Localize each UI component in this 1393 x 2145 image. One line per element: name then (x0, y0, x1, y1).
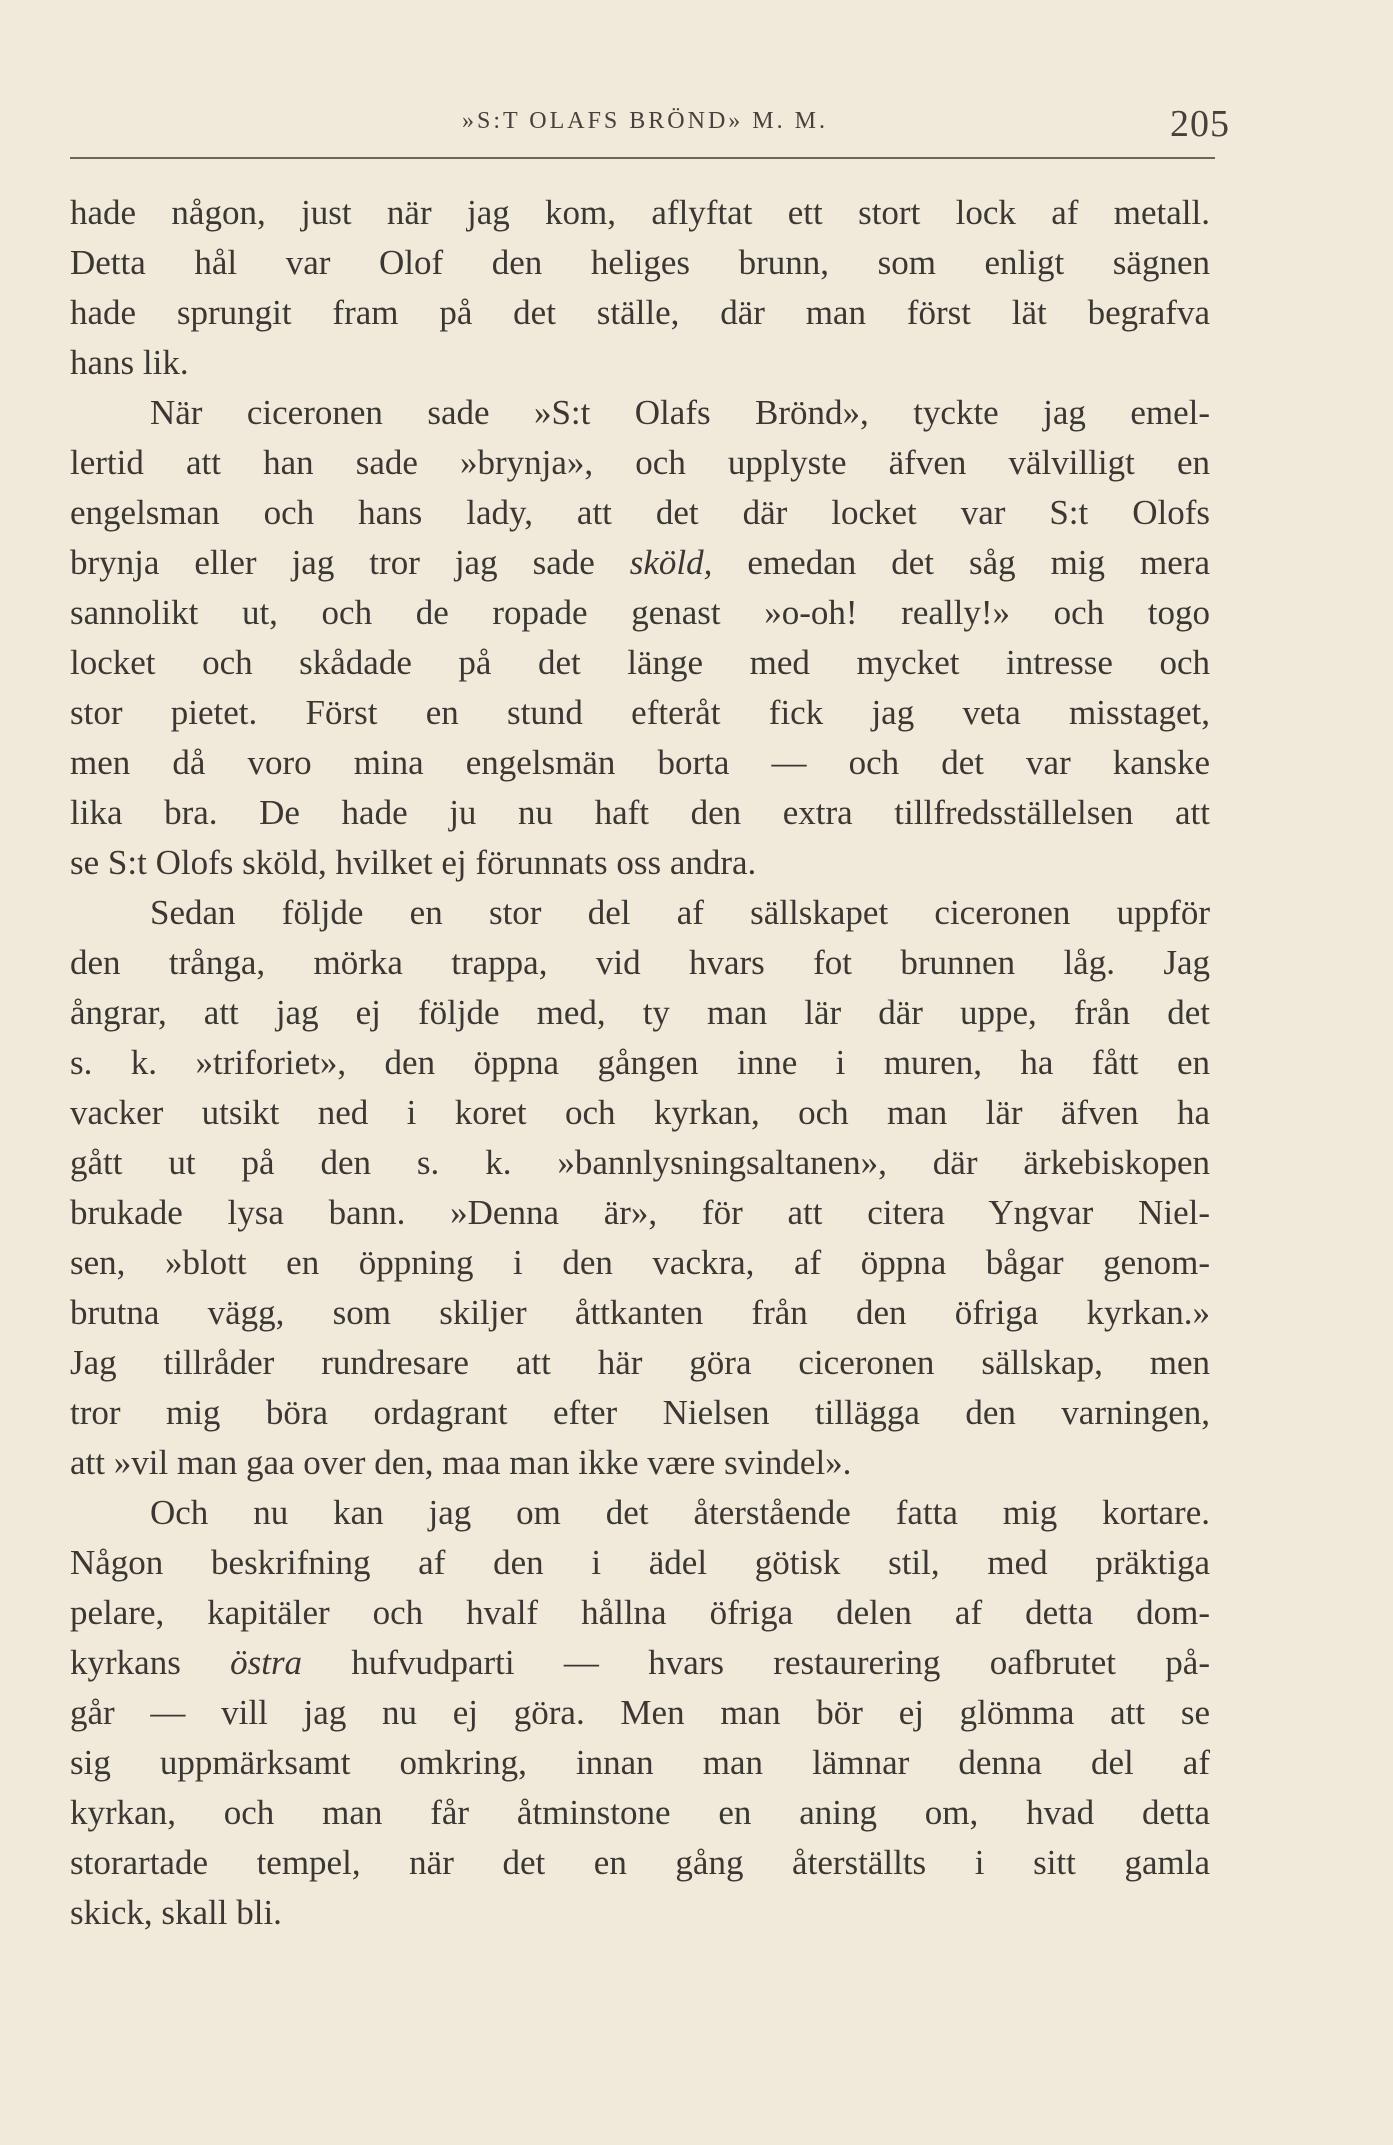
text-line: vacker utsikt ned i koret och kyrkan, och man lär äfven ha (70, 1093, 1210, 1132)
text-line: sen, »blott en öppning i den vackra, af öppna bågar genom- (70, 1243, 1210, 1282)
page-header (70, 100, 1230, 150)
text-line: lika bra. De hade ju nu haft den extra tillfredsställelsen att (70, 793, 1210, 832)
text-line: locket och skådade på det länge med mycket intresse och (70, 643, 1210, 682)
text-line: sannolikt ut, och de ropade genast »o-oh! really!» och togo (70, 593, 1210, 632)
text-line: ångrar, att jag ej följde med, ty man lär där uppe, från det (70, 993, 1210, 1032)
text-line: brukade lysa bann. »Denna är», för att citera Yngvar Niel- (70, 1193, 1210, 1232)
italic-word: sköld, (629, 543, 713, 582)
text-line: går — vill jag nu ej göra. Men man bör ej glömma att se (70, 1693, 1210, 1732)
paragraph-start-line: När ciceronen sade »S:t Olafs Brönd», tyckte jag emel- (150, 393, 1210, 432)
running-title: »S:T OLAFS BRÖND» M. M. (462, 108, 828, 134)
text-line: skick, skall bli. (70, 1893, 282, 1932)
text-line: tror mig böra ordagrant efter Nielsen tillägga den varningen, (70, 1393, 1210, 1432)
text-line: engelsman och hans lady, att det där locket var S:t Olofs (70, 493, 1210, 532)
paragraph-start-line: Och nu kan jag om det återstående fatta mig kortare. (150, 1493, 1210, 1532)
text-line: se S:t Olofs sköld, hvilket ej förunnats oss andra. (70, 843, 757, 882)
text-line: pelare, kapitäler och hvalf hållna öfriga delen af detta dom- (70, 1593, 1210, 1632)
text-segment: hufvudparti — hvars restaurering oafbrutet på- (302, 1643, 1210, 1682)
text-segment: kyrkans (70, 1643, 231, 1682)
text-line: men då voro mina engelsmän borta — och det var kanske (70, 743, 1210, 782)
header-rule (70, 157, 1215, 159)
text-line: den trånga, mörka trappa, vid hvars fot brunnen låg. Jag (70, 943, 1210, 982)
text-line: hade någon, just när jag kom, aflyftat ett stort lock af metall. (70, 193, 1210, 232)
text-line: gått ut på den s. k. »bannlysningsaltanen», där ärkebiskopen (70, 1143, 1210, 1182)
text-segment: emedan det såg mig mera (712, 543, 1210, 582)
text-line: s. k. »triforiet», den öppna gången inne i muren, ha fått en (70, 1043, 1210, 1082)
italic-word: östra (230, 1643, 303, 1682)
text-line: Detta hål var Olof den heliges brunn, som enligt sägnen (70, 243, 1210, 282)
text-line: sig uppmärksamt omkring, innan man lämnar denna del af (70, 1743, 1210, 1782)
paragraph-start-line: Sedan följde en stor del af sällskapet ciceronen uppför (150, 893, 1210, 932)
text-line: Någon beskrifning af den i ädel götisk stil, med präktiga (70, 1543, 1210, 1582)
body-text (70, 188, 1210, 1938)
text-line: att »vil man gaa over den, maa man ikke være svindel». (70, 1443, 852, 1482)
text-line (70, 1638, 1210, 1688)
text-segment: brynja eller jag tror jag sade (70, 543, 630, 582)
text-line: stor pietet. Först en stund efteråt fick jag veta misstaget, (70, 693, 1210, 732)
text-line: lertid att han sade »brynja», och upplyste äfven välvilligt en (70, 443, 1210, 482)
text-line: Jag tillråder rundresare att här göra ciceronen sällskap, men (70, 1343, 1210, 1382)
text-line (70, 538, 1210, 588)
text-line: hans lik. (70, 343, 189, 382)
page-number: 205 (1170, 103, 1230, 145)
text-line: brutna vägg, som skiljer åttkanten från den öfriga kyrkan.» (70, 1293, 1210, 1332)
text-line: kyrkan, och man får åtminstone en aning om, hvad detta (70, 1793, 1210, 1832)
text-line: storartade tempel, när det en gång återställts i sitt gamla (70, 1843, 1210, 1882)
text-line: hade sprungit fram på det ställe, där man först lät begrafva (70, 293, 1210, 332)
